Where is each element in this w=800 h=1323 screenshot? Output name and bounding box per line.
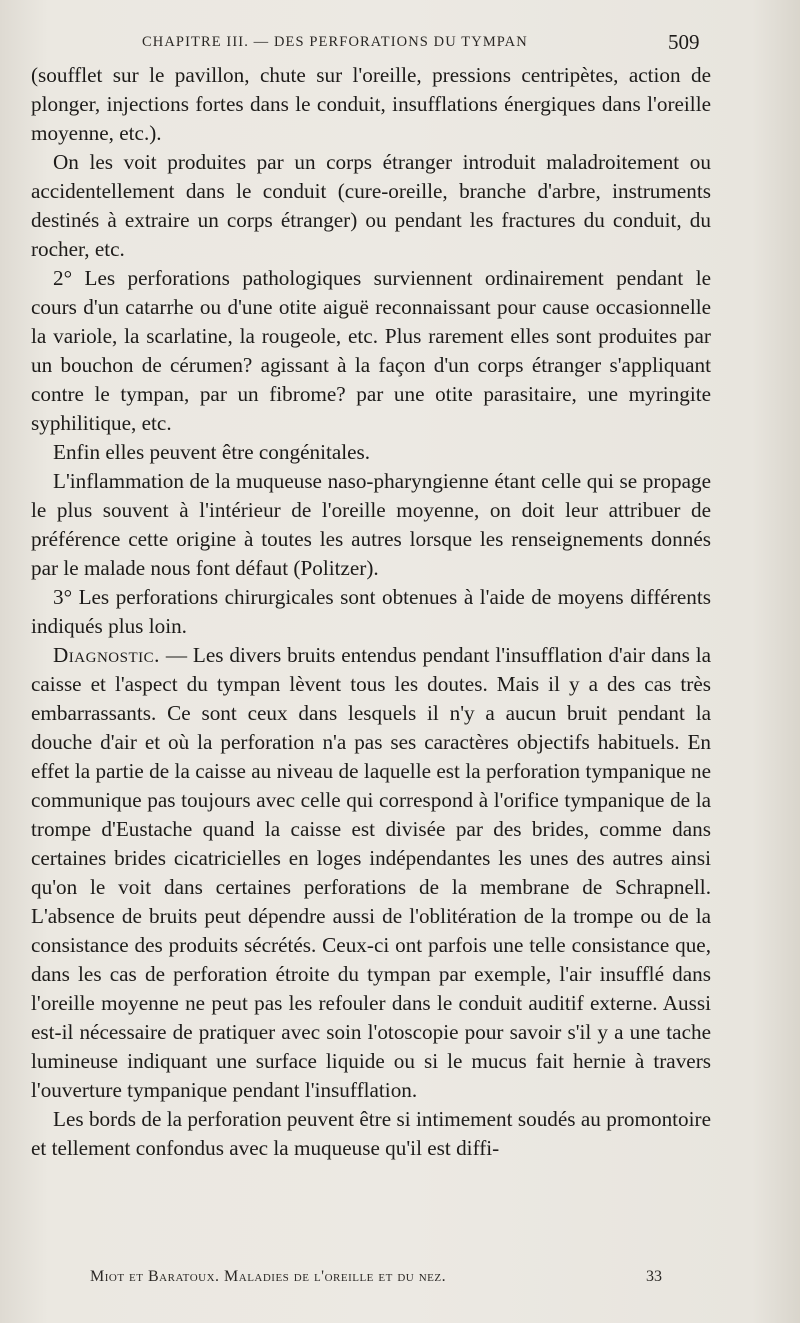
paragraph: L'inflammation de la muqueuse naso-pharyngienne étant celle qui se propage le plus souvent à l'intérieur de l'oreille moyenne, on doit leur attribuer de préférence cette origine à toutes les autres lorsque les renseignements donnés par le malade nous font défaut (Politzer).	[31, 469, 711, 580]
footer-credit: Miot et Baratoux. Maladies de l'oreille et du nez.	[90, 1268, 447, 1285]
signature-mark: 33	[646, 1268, 662, 1285]
page-footer	[0, 1268, 800, 1292]
diagnostic-paragraph	[31, 641, 711, 1105]
paragraph: 2° Les perforations pathologiques surviennent ordinairement pendant le cours d'un catarrhe ou d'une otite aiguë reconnaissant pour cause occasionnelle la variole, la scarlatine, la rougeole, etc. Plus rarement elles sont produites par un bouchon de cérumen? agissant à la façon d'un corps étranger s'appliquant contre le tympan, par un fibrome? par une otite parasitaire, une myringite syphilitique, etc.	[31, 266, 711, 435]
paragraph: 3° Les perforations chirurgicales sont obtenues à l'aide de moyens différents indiqués plus loin.	[31, 585, 711, 638]
section-heading: Diagnostic.	[53, 643, 160, 667]
paragraph: Enfin elles peuvent être congénitales.	[53, 440, 371, 464]
page-number: 509	[668, 30, 700, 54]
paragraph: Les bords de la perforation peuvent être si intimement soudés au promontoire et tellement confondus avec la muqueuse qu'il est diffi-	[31, 1107, 711, 1160]
paragraph: On les voit produites par un corps étranger introduit maladroitement ou accidentellement dans le conduit (cure-oreille, branche d'arbre, instruments destinés à extraire un corps étranger) ou pendant les fractures du conduit, du rocher, etc.	[31, 150, 711, 261]
running-head: CHAPITRE III. — DES PERFORATIONS DU TYMPAN	[142, 34, 528, 50]
paragraph: (soufflet sur le pavillon, chute sur l'oreille, pressions centripètes, action de plonger, injections fortes dans le conduit, insufflations énergiques dans l'oreille moyenne, etc.).	[31, 63, 711, 145]
page-header	[0, 30, 800, 58]
body-text	[31, 61, 711, 1163]
diagnostic-text: — Les divers bruits entendus pendant l'insufflation d'air dans la caisse et l'aspect du tympan lèvent tous les doutes. Mais il y a des cas très embarrassants. Ce sont ceux dans lesquels il n'y a aucun bruit pendant la douche d'air et où la perforation n'a pas ses caractères objectifs habituels. En effet la partie de la caisse au niveau de laquelle est la perforation tympanique ne communique pas toujours avec celle qui correspond à l'orifice tympanique de la trompe d'Eustache quand la caisse est divisée par des brides, comme dans certaines brides cicatricielles en loges indépendantes les unes des autres ainsi qu'on le voit dans certaines perforations de la membrane de Schrapnell. L'absence de bruits peut dépendre aussi de l'oblitération de la trompe ou de la consistance des produits sécrétés. Ceux-ci ont parfois une telle consistance que, dans les cas de perforation étroite du tympan par exemple, l'air insufflé dans l'oreille moyenne ne peut pas les refouler dans le conduit auditif externe. Aussi est-il nécessaire de pratiquer avec soin l'otoscopie pour savoir s'il y a une tache lumineuse indiquant une surface liquide ou si le mucus fait hernie à travers l'ouverture tympanique pendant l'insufflation.	[31, 643, 711, 1102]
